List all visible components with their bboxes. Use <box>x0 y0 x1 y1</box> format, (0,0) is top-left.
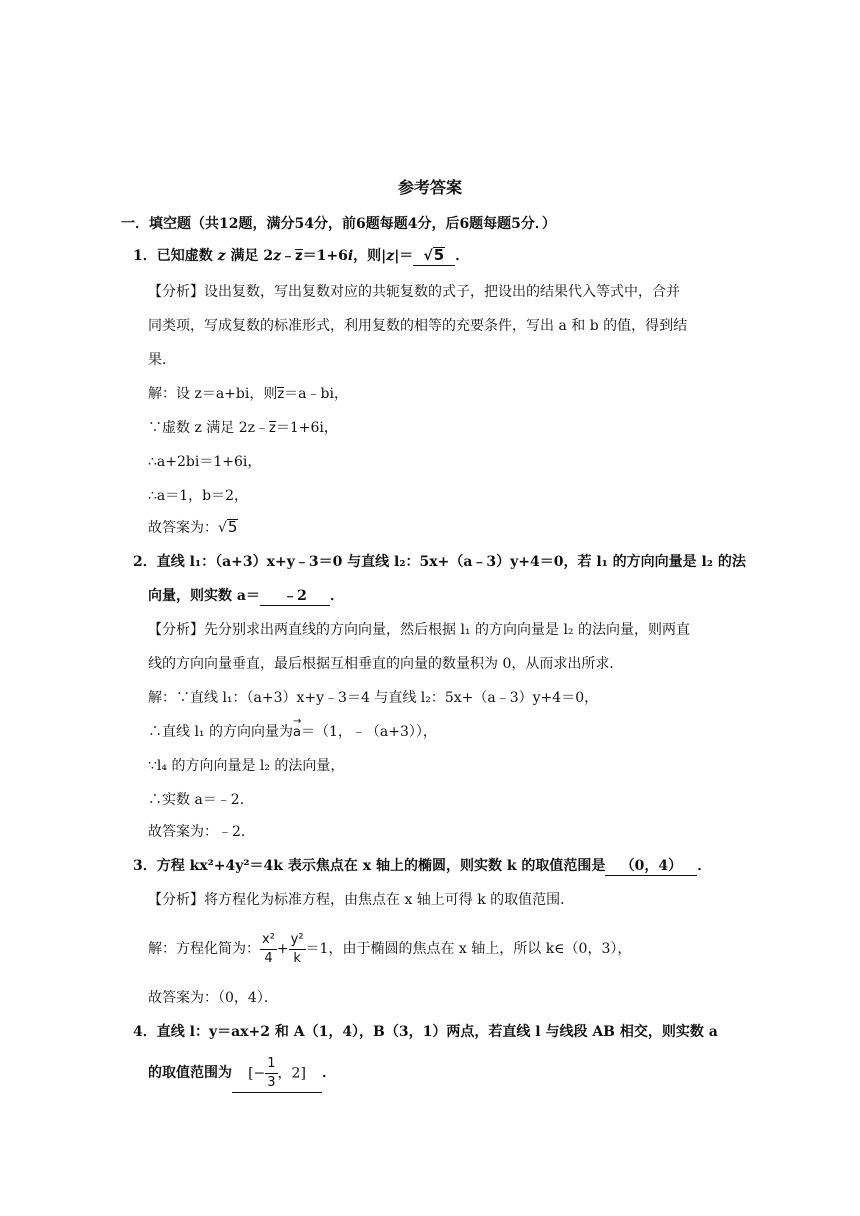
text-span: ，则| <box>353 248 387 264</box>
sqrt-5: √5 <box>423 246 445 264</box>
text-span: ． <box>322 1065 336 1081</box>
answer-blank-2: ﹣2 <box>260 587 330 606</box>
question-1-stem <box>133 246 469 266</box>
text-span: ∴直线 l₁ 的方向向量为 <box>148 724 293 740</box>
text-span: 向量，则实数 a＝ <box>148 588 260 604</box>
text-span: ﹣ <box>281 248 296 264</box>
text-span: ＝（1，﹣（a+3））， <box>300 724 437 740</box>
text-span: |＝ <box>394 248 414 264</box>
text-span: 已知虚数 <box>156 248 218 264</box>
text-span: 1． <box>133 248 157 264</box>
text-span: ． <box>329 588 344 604</box>
text-span: 方程 kx²+4y²＝4k 表示焦点在 x 轴上的椭圆，则实数 k 的取值范围是 <box>156 858 606 874</box>
fraction-one-third <box>265 1055 277 1092</box>
text-span: ∵虚数 z 满足 2z﹣ <box>148 420 270 436</box>
text-span: ＝1+6 <box>302 248 348 264</box>
q2-solution-line-4: ∴实数 a＝﹣2． <box>148 792 254 808</box>
text-span: 故答案为： <box>148 520 218 536</box>
q2-solution-line-1: 解：∵直线 l₁：（a+3）x+y﹣3＝4 与直线 l₂：5x+（a﹣3）y+4＝0， <box>148 690 599 706</box>
text-span: 满足 2 <box>225 248 274 264</box>
text-span: 直线 l：y＝ax+2 和 A（1，4），B（3，1）两点，若直线 l 与线段 AB 相交，则实数 a <box>156 1024 718 1040</box>
text-span: i <box>347 248 354 264</box>
q1-solution-line-2 <box>148 418 338 438</box>
fraction-x2-over-4 <box>260 931 277 968</box>
q1-solution-line-3: ∴a+2bi＝1+6i， <box>148 454 262 470</box>
q1-analysis-line-3: 果． <box>148 352 176 368</box>
q1-solution-line-4: ∴a＝1，b＝2， <box>148 488 249 504</box>
vector-a: → a <box>293 723 301 743</box>
answer-blank-4 <box>232 1055 322 1093</box>
text-span: z <box>273 248 282 264</box>
q2-analysis-line-2: 线的方向向量垂直，最后根据互相垂直的向量的数量积为 0，从而求出所求． <box>148 656 624 672</box>
q1-analysis-line-2: 同类项，写成复数的标准形式，利用复数的相等的充要条件，写出 a 和 b 的值，得到结 <box>148 318 688 334</box>
text-span: z <box>277 387 285 402</box>
text-span: 解：方程化简为： <box>148 941 260 957</box>
q3-solution-line-1 <box>148 930 631 968</box>
text-span: 直线 l₁：（a+3）x+y﹣3＝0 与直线 l₂：5x+（a﹣3）y+4＝0，若 l₁ 的方向向量是 l₂ 的法 <box>156 554 746 570</box>
text-span: 5 <box>433 246 445 264</box>
q2-final-answer: 故答案为：﹣2． <box>148 824 255 840</box>
q2-solution-line-3: ∵l₄ 的方向向量是 l₂ 的法向量， <box>148 758 345 774</box>
conjugate-z: z <box>295 249 303 264</box>
text-span: ＝1，由于椭圆的焦点在 x 轴上，所以 k∈（0，3）， <box>305 941 632 957</box>
text-span: ＝1+6i， <box>275 420 338 436</box>
answer-blank-3: （0，4） <box>605 857 697 876</box>
text-span: y² <box>289 931 306 950</box>
text-span: 4 <box>264 950 273 966</box>
text-span: z <box>386 248 395 264</box>
text-span: z <box>217 248 226 264</box>
text-span: 2． <box>133 554 157 570</box>
text-span: ． <box>455 248 470 264</box>
question-2-stem-line-1 <box>133 552 746 572</box>
q1-final-answer <box>148 518 238 538</box>
q2-analysis-line-1: 【分析】先分别求出两直线的方向向量，然后根据 l₁ 的方向向量是 l₂ 的法向量，则两直 <box>148 622 690 638</box>
text-span: ，2] <box>277 1065 306 1081</box>
text-span: x² <box>260 931 277 950</box>
text-span: 5 <box>227 518 238 536</box>
question-4-stem-line-2 <box>148 1054 336 1093</box>
text-span: 4． <box>133 1024 157 1040</box>
text-span: 3 <box>267 1074 276 1090</box>
q3-final-answer: 故答案为：（0，4）． <box>148 990 278 1006</box>
text-span: √5 <box>218 518 238 536</box>
text-span: z <box>269 421 276 436</box>
section-heading: 一．填空题（共12题，满分54分，前6题每题4分，后6题每题5分．） <box>121 216 556 232</box>
q3-analysis: 【分析】将方程化为标准方程，由焦点在 x 轴上可得 k 的取值范围． <box>148 892 575 908</box>
text-span: 的取值范围为 <box>148 1065 232 1081</box>
text-span: 解：设 z＝a+bi，则 <box>148 386 278 402</box>
page-title: 参考答案 <box>397 178 462 197</box>
text-span: − <box>253 1065 266 1081</box>
q1-solution-line-1 <box>148 384 348 404</box>
q1-analysis-line-1: 【分析】设出复数，写出复数对应的共轭复数的式子，把设出的结果代入等式中，合并 <box>148 284 680 300</box>
text-span: ． <box>697 858 712 874</box>
question-2-stem-line-2 <box>148 586 344 606</box>
q2-solution-line-2 <box>148 722 437 743</box>
text-span: + <box>276 941 289 957</box>
text-span: k <box>293 950 301 966</box>
text-span: 3． <box>133 858 157 874</box>
question-3-stem <box>133 856 711 876</box>
text-span: [ <box>248 1065 254 1081</box>
fraction-y2-over-k <box>289 931 306 968</box>
answer-blank-1 <box>413 247 455 266</box>
text-span: ＝a﹣bi， <box>284 386 348 402</box>
question-4-stem-line-1 <box>133 1022 718 1042</box>
text-span: 1 <box>265 1055 277 1074</box>
